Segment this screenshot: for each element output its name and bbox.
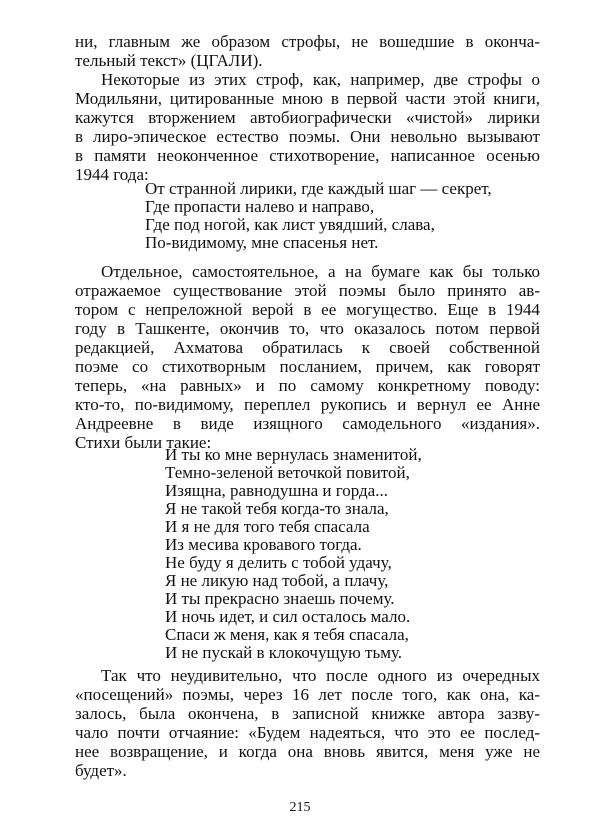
text-line: Модильяни, цитированные мною в первой части этой книги, [75, 89, 540, 108]
verse-line: И ночь идет, и сил осталось мало. [165, 607, 411, 626]
verse-2 [165, 446, 422, 662]
text-line: «посещений» поэмы, через 16 лет после того, как она, ка- [75, 685, 540, 704]
verse-line: По-видимому, мне спасенья нет. [145, 233, 379, 252]
text-line: отражаемое существование этой поэмы было принято ав- [75, 281, 540, 300]
text-line: в лиро-эпическое естество поэмы. Они невольно вызывают [75, 127, 540, 146]
text-line: редакцией, Ахматова обратилась к своей собственной [75, 338, 540, 357]
verse-line: Не буду я делить с тобой удачу, [165, 553, 392, 572]
paragraph-1 [75, 32, 540, 70]
verse-line: Из месива кровавого тогда. [165, 535, 362, 554]
paragraph-4 [75, 666, 540, 780]
verse-line: И ты прекрасно знаешь почему. [165, 589, 395, 608]
text-line: 1944 года: [75, 165, 149, 184]
verse-line: И не пускай в клокочущую тьму. [165, 643, 403, 662]
verse-line: Я не ликую над тобой, а плачу, [165, 571, 389, 590]
verse-line: Спаси ж меня, как я тебя спасала, [165, 625, 409, 644]
verse-line: Где пропасти налево и направо, [145, 197, 375, 216]
verse-line: Изящна, равнодушна и горда... [165, 481, 388, 500]
text-line: будет». [75, 761, 127, 780]
text-line: в памяти неоконченное стихотворение, написанное осенью [75, 146, 540, 165]
verse-line: Где под ногой, как лист увядший, слава, [145, 215, 435, 234]
text-line: нее возвращение, и когда она вновь явится, меня уже не [75, 742, 540, 761]
text-line: Отдельное, самостоятельное, а на бумаге как бы только [101, 262, 540, 281]
text-line: поэме со стихотворным посланием, причем, как говорят [75, 357, 540, 376]
verse-line: Я не такой тебя когда-то знала, [165, 499, 389, 518]
text-line: тельный текст» (ЦГАЛИ). [75, 51, 263, 70]
verse-line: От странной лирики, где каждый шаг — секрет, [145, 179, 492, 198]
text-line: кто-то, по-видимому, переплел рукопись и вернул ее Анне [75, 395, 540, 414]
paragraph-3 [75, 262, 540, 452]
text-line: Андреевне в виде изящного самодельного «издания». [75, 414, 540, 433]
verse-line: И ты ко мне вернулась знаменитой, [165, 445, 422, 464]
text-line: теперь, «на равных» и по самому конкретному поводу: [75, 376, 540, 395]
text-line: кажутся вторжением автобиографически «чистой» лирики [75, 108, 540, 127]
text-line: тором с непреложной верой в ее могущество. Еще в 1944 [75, 300, 540, 319]
paragraph-2 [75, 70, 540, 184]
text-line: Так что неудивительно, что после одного из очередных [101, 666, 540, 685]
page-number: 215 [289, 800, 311, 815]
verse-1 [145, 180, 492, 252]
text-line: Стихи были такие: [75, 433, 212, 452]
text-line: Некоторые из этих строф, как, например, две строфы о [101, 70, 540, 89]
verse-line: И я не для того тебя спасала [165, 517, 370, 536]
text-line: ни, главным же образом строфы, не вошедшие в оконча- [75, 32, 540, 51]
text-line: году в Ташкенте, окончив то, что оказалось потом первой [75, 319, 540, 338]
text-line: залось, была окончена, в записной книжке автора зазву- [75, 704, 540, 723]
verse-line: Темно-зеленой веточкой повитой, [165, 463, 410, 482]
text-line: чало почти отчаяние: «Будем надеяться, что это ее послед- [75, 723, 540, 742]
